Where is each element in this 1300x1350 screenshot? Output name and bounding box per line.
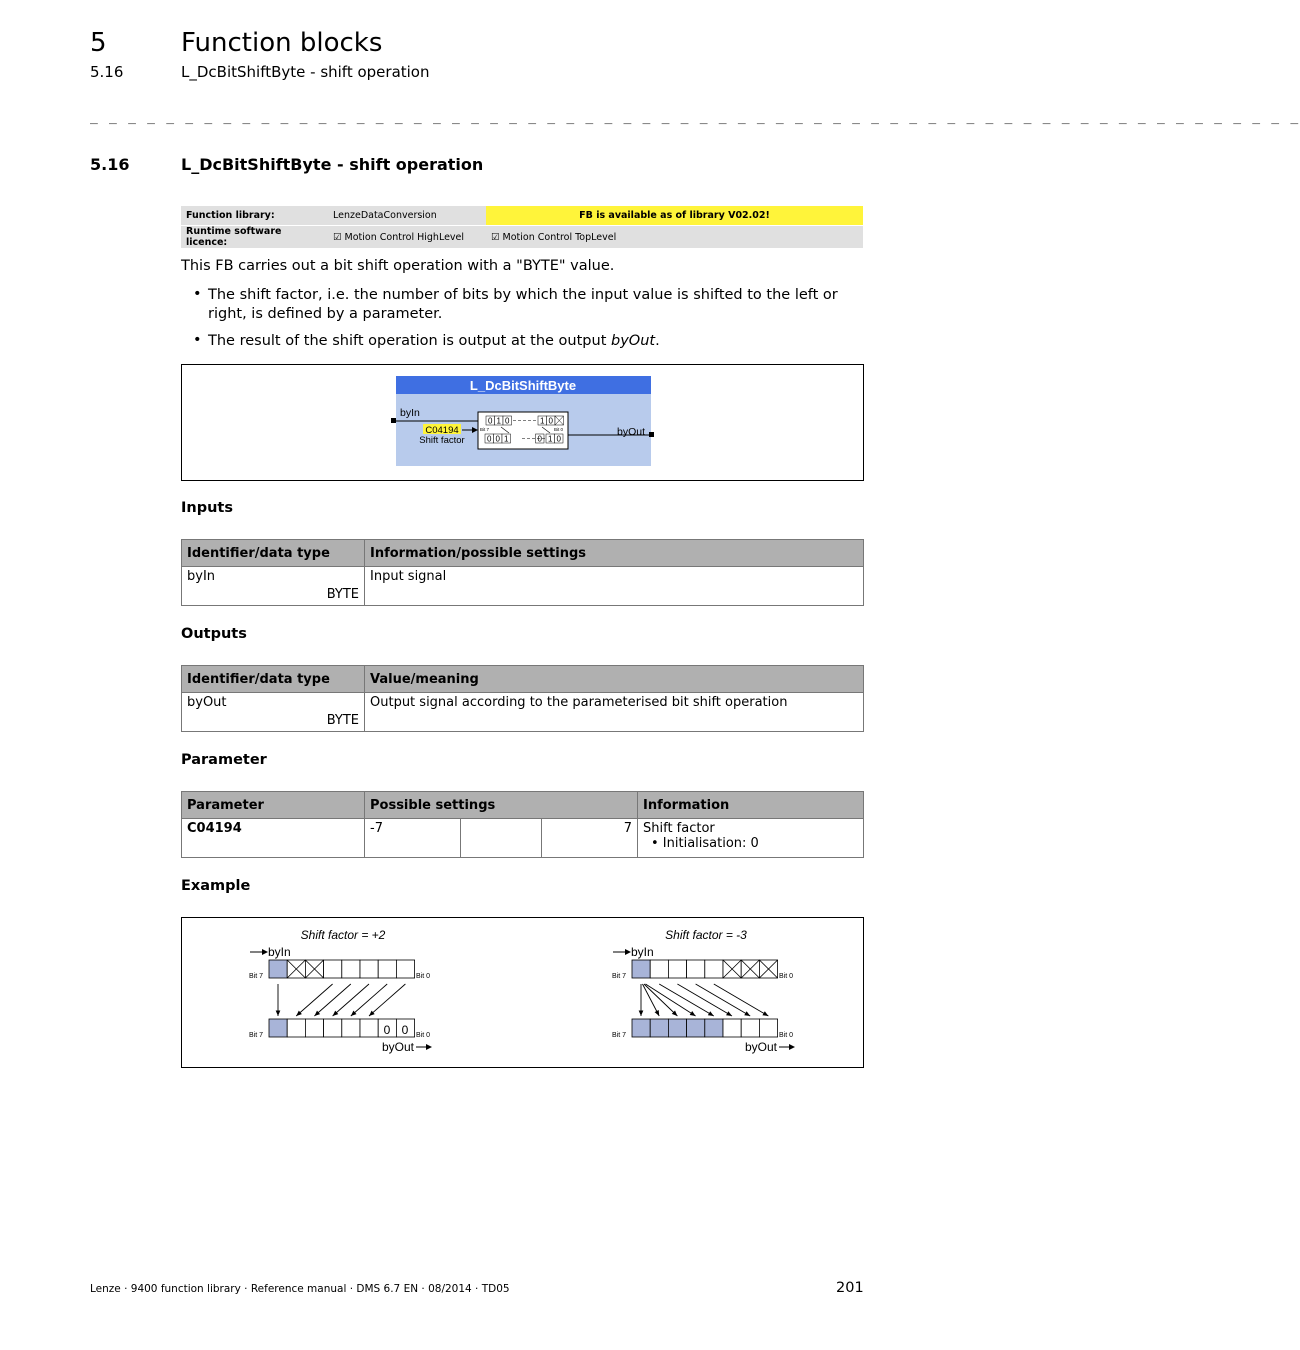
library-table	[181, 206, 863, 249]
example-left-top-bit-cell	[396, 960, 414, 978]
example-left-bit7-bot: Bit 7	[249, 1032, 264, 1039]
shift-arrow	[714, 984, 769, 1016]
example-right-bit7-top: Bit 7	[612, 973, 627, 980]
param-max: 7	[542, 819, 638, 858]
example-left-bot-bit-cell	[324, 1019, 342, 1037]
section-number: 5.16	[90, 155, 130, 174]
example-left-in: byIn	[268, 945, 291, 959]
block-bottom-bit-value: 0	[537, 434, 542, 444]
example-left-bot-bit-cell	[305, 1019, 323, 1037]
example-right-bot-bit-cell	[687, 1019, 705, 1037]
shift-arrow-head	[690, 1011, 696, 1016]
example-right-bot-bit-cell	[759, 1019, 777, 1037]
block-bottom-bit-value: 0	[487, 434, 492, 444]
input-id: byIn	[187, 569, 216, 584]
page-number: 201	[836, 1280, 864, 1296]
table-row	[182, 819, 864, 858]
example-diagram	[182, 918, 863, 1067]
example-right-out: byOut	[744, 1040, 777, 1054]
example-left-label: Shift factor = +2	[300, 928, 386, 942]
block-bottom-bit-value: 1	[504, 434, 509, 444]
example-left-out: byOut	[381, 1040, 414, 1054]
shift-arrow	[333, 984, 369, 1016]
example-left-top-bit-cell	[269, 960, 287, 978]
example-right-bot-bit-cell	[632, 1019, 650, 1037]
example-right-bit7-bot: Bit 7	[612, 1032, 627, 1039]
example-left-bot-bit-cell	[287, 1019, 305, 1037]
example-right-top-bit-cell	[705, 960, 723, 978]
example-right-bit0-bot: Bit 0	[779, 1032, 794, 1039]
shift-arrow-head	[744, 1011, 750, 1016]
block-bit7: Bit 7	[480, 427, 490, 432]
example-left-bot-bit-cell	[269, 1019, 287, 1037]
library-value: LenzeDataConversion	[328, 206, 486, 226]
output-label: byOut	[616, 426, 645, 438]
shift-arrow	[296, 984, 332, 1016]
example-right-label: Shift factor = -3	[665, 928, 747, 942]
example-heading: Example	[181, 878, 251, 894]
shift-arrow-head	[639, 1010, 644, 1016]
example-left-top-bit-cell	[324, 960, 342, 978]
inputs-col2: Information/possible settings	[365, 540, 864, 567]
block-bottom-bit-value: 1	[548, 434, 553, 444]
example-left-top-bit-cell	[360, 960, 378, 978]
block-diagram-frame	[181, 364, 864, 481]
param-info: Shift factor	[643, 821, 715, 836]
bullet-text: The shift factor, i.e. the number of bits by which the input value is shifted to the left or right, is defined by a parameter.	[208, 287, 838, 322]
parameter-col1: Parameter	[182, 792, 365, 819]
block-diagram	[182, 365, 863, 480]
example-left-bot-bit-cell	[342, 1019, 360, 1037]
output-type: BYTE	[326, 713, 359, 728]
intro-text: This FB carries out a bit shift operation with a "BYTE" value.	[181, 258, 615, 274]
licence-toplevel: ☑ Motion Control TopLevel	[486, 226, 863, 249]
bullet-item: • The shift factor, i.e. the number of bits by which the input value is shifted to the left or right, is defined by a parameter.	[193, 286, 863, 326]
shift-arrow	[314, 984, 350, 1016]
parameter-table	[181, 791, 864, 858]
shift-arrow	[369, 984, 405, 1016]
outputs-heading: Outputs	[181, 626, 247, 642]
parameter-col2: Possible settings	[365, 792, 638, 819]
shift-arrow	[351, 984, 387, 1016]
library-label: Function library:	[181, 206, 328, 226]
output-info: Output signal according to the parameterised bit shift operation	[365, 693, 864, 732]
example-right-bot-bit-cell	[723, 1019, 741, 1037]
example-left-zero2: 0	[401, 1023, 409, 1037]
footer-text: Lenze · 9400 function library · Reference manual · DMS 6.7 EN · 08/2014 · TD05	[90, 1283, 510, 1295]
section-title: L_DcBitShiftByte - shift operation	[181, 155, 484, 174]
shift-arrow	[644, 984, 677, 1016]
bullet-text: The result of the shift operation is output at the output byOut.	[208, 333, 660, 349]
separator-line: _ _ _ _ _ _ _ _ _ _ _ _ _ _ _ _ _ _ _ _ _ _ _ _ _ _ _ _ _ _ _ _ _ _ _ _ _ _ _ _ _ _ _ _ _ _ _ _ _ _ _ _ _ _ _ _ _ _ _ _ _ _ _ _	[90, 110, 1300, 125]
outputs-col2: Value/meaning	[365, 666, 864, 693]
parameter-heading: Parameter	[181, 752, 267, 768]
input-connector	[391, 418, 396, 423]
block-bottom-bit-value: 0	[495, 434, 500, 444]
input-type: BYTE	[326, 587, 359, 602]
shift-arrow-head	[276, 1010, 281, 1016]
example-left-top-bit-cell	[378, 960, 396, 978]
example-right-in: byIn	[631, 945, 654, 959]
example-left-top-bit-cell	[342, 960, 360, 978]
param-code: C04194	[425, 425, 459, 436]
shift-arrow	[646, 984, 696, 1016]
shift-arrow	[696, 984, 751, 1016]
parameter-col3: Information	[638, 792, 864, 819]
example-right-bit0-top: Bit 0	[779, 973, 794, 980]
shift-arrow	[677, 984, 732, 1016]
example-left-bot-bit-cell	[360, 1019, 378, 1037]
licence-highlevel: ☑ Motion Control HighLevel	[328, 226, 486, 249]
example-right-bot-bit-cell	[668, 1019, 686, 1037]
header-section-number: 5.16	[90, 63, 124, 81]
example-right-bot-bit-cell	[705, 1019, 723, 1037]
example-right-bot-bit-cell	[650, 1019, 668, 1037]
shift-arrow	[659, 984, 714, 1016]
shift-arrow-head	[762, 1011, 768, 1016]
block-top-bit-value: 1	[540, 416, 545, 426]
example-right-top-bit-cell	[632, 960, 650, 978]
param-min: -7	[365, 819, 461, 858]
licence-label: Runtime software licence:	[181, 226, 328, 249]
param-code-cell: C04194	[182, 819, 365, 858]
bullet-item: • The result of the shift operation is output at the output byOut.	[193, 332, 863, 352]
input-label: byIn	[400, 407, 420, 419]
table-row	[182, 567, 864, 606]
outputs-table	[181, 665, 864, 732]
example-right-bot-bit-cell	[741, 1019, 759, 1037]
example-right-top-bit-cell	[650, 960, 668, 978]
example-right-top-bit-cell	[668, 960, 686, 978]
inputs-table	[181, 539, 864, 606]
example-frame	[181, 917, 864, 1068]
library-note: FB is available as of library V02.02!	[486, 206, 863, 226]
block-top-bit-value: 0	[548, 416, 553, 426]
block-bit0: Bit 0	[554, 427, 564, 432]
chapter-number: 5	[90, 28, 107, 58]
block-title: L_DcBitShiftByte	[469, 378, 577, 393]
output-id: byOut	[187, 695, 227, 710]
example-left-bit0-top: Bit 0	[416, 973, 431, 980]
block-top-bit-value: 0	[505, 416, 510, 426]
table-row	[182, 693, 864, 732]
outputs-col1: Identifier/data type	[182, 666, 365, 693]
example-left-zero1: 0	[383, 1023, 391, 1037]
example-left-bit0-bot: Bit 0	[416, 1032, 431, 1039]
output-connector	[649, 432, 654, 437]
block-top-bit-value: 1	[496, 416, 501, 426]
inputs-heading: Inputs	[181, 500, 233, 516]
example-left-bit7-top: Bit 7	[249, 973, 264, 980]
input-info: Input signal	[365, 567, 864, 606]
param-label: Shift factor	[419, 435, 465, 446]
shift-arrow-head	[708, 1011, 714, 1016]
chapter-title: Function blocks	[181, 28, 383, 58]
param-init: • Initialisation: 0	[651, 836, 759, 851]
block-top-bit-value: 0	[488, 416, 493, 426]
example-right-top-bit-cell	[687, 960, 705, 978]
inputs-col1: Identifier/data type	[182, 540, 365, 567]
block-bottom-bit-value: 0	[556, 434, 561, 444]
shift-arrow-head	[726, 1011, 732, 1016]
header-section-title: L_DcBitShiftByte - shift operation	[181, 63, 430, 81]
